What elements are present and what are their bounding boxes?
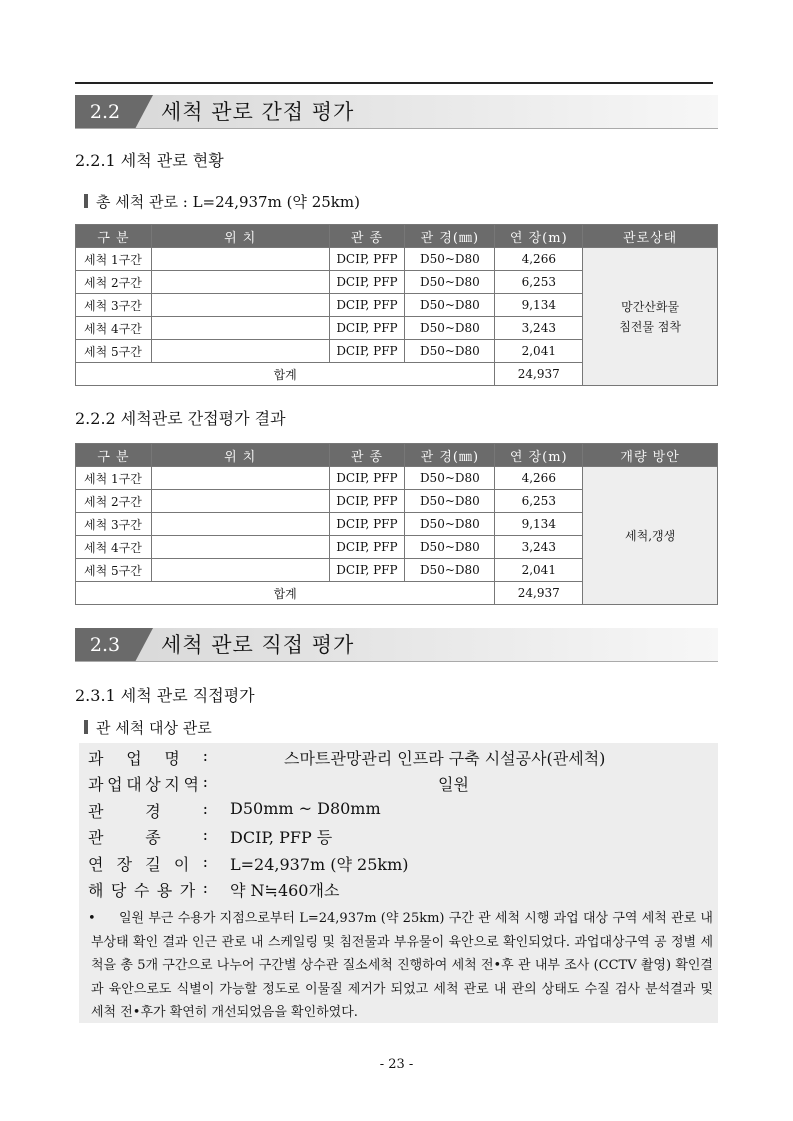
cell-length: 9,134 (495, 294, 583, 317)
cell-location (151, 559, 329, 582)
info-label-char: : (202, 878, 208, 897)
table-row (76, 467, 718, 490)
cell-pipe-type: DCIP, PFP (329, 513, 405, 536)
info-label-char: 이 (173, 855, 190, 874)
info-label-char: : (202, 825, 208, 844)
info-label-char: 과 (88, 749, 104, 768)
cell-pipe-type: DCIP, PFP (329, 559, 405, 582)
cell-length: 4,266 (495, 467, 583, 490)
page-number: - 23 - (379, 1057, 414, 1072)
info-label-char: : (202, 799, 208, 818)
info-value: L=24,937m (약 25km) (230, 855, 409, 874)
cell-diameter: D50~D80 (405, 536, 495, 559)
cell-location (151, 271, 329, 294)
info-label-char: 해 (88, 881, 104, 900)
cell-plan: 세척,갱생 (583, 467, 718, 605)
info-label-char: 경 (145, 802, 161, 821)
cell-location (151, 317, 329, 340)
cell-division: 세척 4구간 (76, 317, 152, 340)
info-label-char: 수 (133, 881, 150, 900)
paragraph-text: 일원 부근 수용가 지점으로부터 L=24,937m (약 25km) 구간 관 세척 시행 과업 대상 구역 세척 관로 내부상태 확인 결과 인근 관로 내 스케일링 및 침전물과 부유물이 육안으로 확인되었다. 과업대상구역 공 정별 세척을 총 5개 구간으로 나누어 구간별 상수관 질소세척 진행하여 세척 전•후 관 내부 조사 (CCTV 촬영) 확인결과 육안으로도 식별이 가능할 정도로 이물질 제거가 되었고 세척 관로 내 관의 상태도 수질 검사 분석결과 및 세척 전•후가 확연히 개선되었음을 확인하였다. (91, 911, 713, 1020)
info-label-char: : (202, 772, 208, 791)
info-label-char: : (202, 852, 208, 871)
info-row-diameter (79, 799, 718, 824)
info-row-project (79, 746, 718, 771)
bullet-bar (84, 720, 88, 734)
info-label-char: 업 (126, 749, 142, 768)
info-label-char: 용 (156, 881, 173, 900)
section-number: 2.2 (89, 101, 121, 123)
cell-location (151, 513, 329, 536)
info-label-char: 종 (145, 828, 161, 847)
bullet-dot: • (88, 911, 96, 926)
cell-division: 세척 5구간 (76, 340, 152, 363)
description-paragraph (79, 905, 718, 1023)
info-label (88, 825, 208, 848)
cell-division: 세척 1구간 (76, 248, 152, 271)
th-diameter: 관 경(㎜) (405, 444, 495, 467)
cell-pipe-type: DCIP, PFP (329, 248, 405, 271)
cell-division: 세척 5구간 (76, 559, 152, 582)
info-value: DCIP, PFP 등 (230, 828, 333, 847)
info-value: 일원 (438, 775, 469, 794)
cell-status: 망간산화물 침전물 점착 (583, 248, 718, 386)
table-row (76, 248, 718, 271)
table-header-row (76, 225, 718, 248)
project-info-block (79, 743, 718, 905)
th-location: 위 치 (151, 225, 329, 248)
info-label-char: 연 (88, 855, 104, 874)
cell-length: 6,253 (495, 271, 583, 294)
section-title: 세척 관로 간접 평가 (161, 100, 355, 124)
info-value: 약 N≒460개소 (230, 881, 340, 900)
section-header-2-2 (75, 95, 718, 129)
cell-location (151, 340, 329, 363)
cell-diameter: D50~D80 (405, 559, 495, 582)
section-number: 2.3 (89, 634, 121, 656)
info-label-char: 상 (145, 775, 161, 794)
cell-diameter: D50~D80 (405, 467, 495, 490)
info-row-users (79, 878, 718, 903)
cell-location (151, 536, 329, 559)
info-label-char: : (202, 746, 208, 765)
cell-diameter: D50~D80 (405, 294, 495, 317)
heading-2-2-2: 2.2.2 세척관로 간접평가 결과 (75, 409, 286, 428)
info-label-char: 명 (164, 749, 180, 768)
cell-pipe-type: DCIP, PFP (329, 317, 405, 340)
th-pipe-type: 관 종 (329, 225, 405, 248)
heading-2-2-1: 2.2.1 세척 관로 현황 (75, 151, 224, 170)
info-label-char: 가 (179, 881, 196, 900)
cell-diameter: D50~D80 (405, 513, 495, 536)
cell-pipe-type: DCIP, PFP (329, 294, 405, 317)
info-label-char: 관 (88, 828, 104, 847)
cell-length: 2,041 (495, 559, 583, 582)
info-label (88, 799, 208, 822)
cell-length: 3,243 (495, 317, 583, 340)
cell-location (151, 248, 329, 271)
heading-2-3-1: 2.3.1 세척 관로 직접평가 (75, 686, 255, 705)
cell-diameter: D50~D80 (405, 271, 495, 294)
cell-diameter: D50~D80 (405, 490, 495, 513)
cell-length: 2,041 (495, 340, 583, 363)
th-division: 구 분 (76, 225, 152, 248)
cell-length: 6,253 (495, 490, 583, 513)
info-label (88, 746, 208, 769)
section-title: 세척 관로 직접 평가 (161, 633, 355, 657)
cell-division: 세척 3구간 (76, 294, 152, 317)
cell-length: 3,243 (495, 536, 583, 559)
cell-division: 세척 4구간 (76, 536, 152, 559)
bullet-heading-total: 총 세척 관로 : L=24,937m (약 25km) (84, 191, 360, 212)
info-label-char: 길 (145, 855, 161, 874)
cell-division: 세척 2구간 (76, 490, 152, 513)
info-row-area (79, 772, 718, 797)
info-row-length (79, 852, 718, 877)
cell-division: 세척 2구간 (76, 271, 152, 294)
cell-pipe-type: DCIP, PFP (329, 536, 405, 559)
cell-pipe-type: DCIP, PFP (329, 340, 405, 363)
cell-diameter: D50~D80 (405, 340, 495, 363)
th-length: 연 장(m) (495, 444, 583, 467)
cell-diameter: D50~D80 (405, 248, 495, 271)
info-label-char: 과 (88, 775, 104, 794)
info-label-char: 역 (183, 775, 199, 794)
cell-division: 세척 3구간 (76, 513, 152, 536)
cell-sum-label: 합계 (76, 582, 495, 605)
top-rule (75, 82, 713, 84)
indirect-evaluation-table (75, 443, 718, 605)
th-plan: 개량 방안 (583, 444, 718, 467)
cell-location (151, 294, 329, 317)
cell-pipe-type: DCIP, PFP (329, 467, 405, 490)
cell-length: 9,134 (495, 513, 583, 536)
info-label-char: 대 (126, 775, 142, 794)
th-length: 연 장(m) (495, 225, 583, 248)
cell-location (151, 467, 329, 490)
info-label-char: 관 (88, 802, 104, 821)
th-location: 위 치 (151, 444, 329, 467)
info-value: D50mm ~ D80mm (230, 799, 381, 818)
cell-diameter: D50~D80 (405, 317, 495, 340)
th-status: 관로상태 (583, 225, 718, 248)
info-label (88, 878, 208, 901)
cell-sum-label: 합계 (76, 363, 495, 386)
cell-sum-value: 24,937 (495, 363, 583, 386)
th-division: 구 분 (76, 444, 152, 467)
info-label (88, 772, 208, 795)
bullet-heading-target: 관 세척 대상 관로 (84, 717, 212, 738)
cell-sum-value: 24,937 (495, 582, 583, 605)
info-label-char: 지 (164, 775, 180, 794)
bullet-bar (84, 194, 88, 208)
info-value: 스마트관망관리 인프라 구축 시설공사(관세척) (284, 749, 606, 768)
cell-length: 4,266 (495, 248, 583, 271)
th-pipe-type: 관 종 (329, 444, 405, 467)
info-label-char: 업 (107, 775, 123, 794)
table-header-row (76, 444, 718, 467)
info-label (88, 852, 208, 875)
cell-division: 세척 1구간 (76, 467, 152, 490)
cell-pipe-type: DCIP, PFP (329, 490, 405, 513)
cell-pipe-type: DCIP, PFP (329, 271, 405, 294)
info-label-char: 당 (110, 881, 127, 900)
info-label-char: 장 (116, 855, 133, 874)
cell-location (151, 490, 329, 513)
info-row-type (79, 825, 718, 850)
pipe-status-table (75, 224, 718, 386)
section-header-2-3 (75, 628, 718, 662)
th-diameter: 관 경(㎜) (405, 225, 495, 248)
